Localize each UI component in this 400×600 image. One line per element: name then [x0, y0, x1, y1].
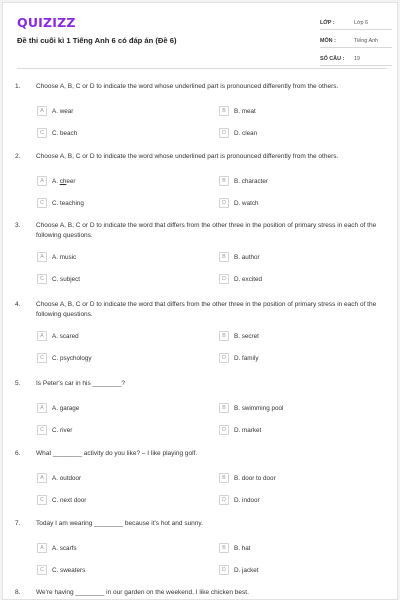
answer-option-d[interactable] [219, 565, 259, 575]
option-text [234, 276, 262, 283]
meta-value: Lớp 6 [354, 20, 369, 26]
question-number: 3. [15, 222, 21, 229]
option-letter-box[interactable]: B [219, 403, 229, 413]
option-word: wear [59, 107, 74, 115]
answer-option-b[interactable] [219, 331, 259, 341]
meta-value: 19 [354, 56, 360, 62]
option-word: watch [242, 199, 259, 207]
option-letter-box[interactable]: B [219, 106, 229, 116]
option-text [234, 254, 260, 261]
option-prefix: B. [234, 107, 242, 115]
option-text [234, 130, 257, 137]
question-number: 6. [15, 450, 21, 457]
question-number: 2. [15, 153, 21, 160]
meta-row-count [320, 53, 392, 66]
option-letter-box[interactable]: B [219, 543, 229, 553]
option-letter-box[interactable]: D [219, 425, 229, 435]
question-prompt [15, 379, 393, 389]
question-8 [15, 588, 393, 598]
question-prompt [15, 300, 393, 320]
answer-option-d[interactable] [219, 425, 261, 435]
answer-option-c[interactable] [37, 274, 80, 284]
option-prefix: C. [52, 275, 61, 283]
question-number: 4. [15, 301, 21, 308]
answer-option-c[interactable] [37, 495, 86, 505]
question-text: Is Peter's car in his ________? [36, 380, 126, 387]
option-letter-box[interactable]: C [37, 495, 47, 505]
question-number: 7. [15, 520, 21, 527]
option-prefix: C. [52, 129, 61, 137]
meta-label: SỐ CÂU : [320, 56, 345, 62]
option-text [234, 545, 250, 552]
option-letter-box[interactable]: D [219, 353, 229, 363]
option-word: eer [66, 177, 76, 185]
question-prompt [15, 519, 393, 529]
option-word: psychology [60, 354, 92, 362]
option-prefix: D. [234, 354, 243, 362]
option-prefix: B. [234, 332, 242, 340]
option-letter-box[interactable]: D [219, 565, 229, 575]
option-word: subject [60, 275, 80, 283]
question-5 [15, 379, 393, 434]
option-letter-box[interactable]: C [37, 274, 47, 284]
option-letter-box[interactable]: B [219, 176, 229, 186]
option-letter-box[interactable]: C [37, 198, 47, 208]
option-prefix: C. [52, 426, 61, 434]
option-text [234, 178, 268, 185]
question-prompt [15, 152, 393, 162]
answer-option-b[interactable] [219, 543, 250, 553]
option-letter-box[interactable]: A [37, 252, 47, 262]
option-prefix: A. [52, 404, 60, 412]
question-prompt [15, 588, 393, 598]
option-text [234, 200, 259, 207]
option-prefix: C. [52, 354, 61, 362]
answer-option-a[interactable] [37, 176, 75, 186]
option-text [52, 333, 79, 340]
option-word: jacket [242, 566, 259, 574]
option-letter-box[interactable]: C [37, 353, 47, 363]
question-prompt [15, 82, 393, 92]
option-letter-box[interactable]: A [37, 403, 47, 413]
option-word: scarfs [59, 544, 77, 552]
option-word: character [241, 177, 268, 185]
question-number: 1. [15, 83, 21, 90]
meta-row-subject [320, 35, 392, 48]
option-text [52, 355, 92, 362]
option-prefix: A. [52, 253, 60, 261]
answer-option-d[interactable] [219, 274, 262, 284]
option-letter-box[interactable]: A [37, 106, 47, 116]
answer-option-d[interactable] [219, 128, 257, 138]
option-text [234, 567, 259, 574]
question-number: 5. [15, 380, 21, 387]
option-letter-box[interactable]: D [219, 198, 229, 208]
option-word: secret [241, 332, 259, 340]
option-word: river [60, 426, 73, 434]
option-word: swimming pool [241, 404, 284, 412]
answer-option-c[interactable] [37, 353, 92, 363]
answer-option-c[interactable] [37, 425, 72, 435]
option-text [234, 108, 256, 115]
answer-option-c[interactable] [37, 128, 77, 138]
option-text [234, 475, 276, 482]
option-letter-box[interactable]: A [37, 473, 47, 483]
question-text: Choose A, B, C or D to indicate the word that differs from the other three in the position of primary stress in each of the following questions. [36, 222, 377, 239]
answer-option-d[interactable] [219, 198, 259, 208]
option-word: family [242, 354, 259, 362]
option-text [52, 475, 81, 482]
question-prompt [15, 449, 393, 459]
option-text [52, 497, 86, 504]
option-letter-box[interactable]: A [37, 331, 47, 341]
option-prefix: D. [234, 275, 243, 283]
answer-option-b[interactable] [219, 176, 268, 186]
option-prefix: B. [234, 177, 242, 185]
option-prefix: A. [52, 107, 60, 115]
question-text: Choose A, B, C or D to indicate the word whose underlined part is pronounced differently from the others. [36, 153, 339, 160]
question-text: We're having ________ in our garden on the weekend. I like chicken best. [36, 589, 249, 596]
answer-option-b[interactable] [219, 252, 260, 262]
option-word: beach [60, 129, 78, 137]
answer-option-a[interactable] [37, 252, 76, 262]
answer-option-a[interactable] [37, 106, 73, 116]
option-prefix: A. [52, 332, 60, 340]
option-text [52, 200, 84, 207]
option-word: clean [242, 129, 258, 137]
option-word: door to door [241, 474, 276, 482]
meta-label: LỚP : [320, 20, 335, 26]
option-word: garage [59, 404, 80, 412]
worksheet-page [2, 2, 398, 600]
question-text: Choose A, B, C or D to indicate the word whose underlined part is pronounced differently from the others. [36, 83, 339, 90]
option-prefix: C. [52, 199, 61, 207]
option-letter-box[interactable]: C [37, 565, 47, 575]
option-text [234, 497, 260, 504]
option-text [234, 355, 259, 362]
option-word: scared [59, 332, 79, 340]
option-word: author [241, 253, 260, 261]
option-letter-box[interactable]: B [219, 252, 229, 262]
option-word: next door [60, 496, 87, 504]
option-text [234, 333, 259, 340]
answer-option-a[interactable] [37, 403, 79, 413]
option-word: indoor [242, 496, 260, 504]
option-prefix: A. [52, 544, 60, 552]
meta-label: MÔN : [320, 38, 336, 44]
quizizz-logo: QUIZIZZ [17, 15, 76, 30]
meta-info [320, 17, 392, 71]
option-word: outdoor [59, 474, 82, 482]
option-prefix: B. [234, 404, 242, 412]
option-text [52, 108, 73, 115]
header-divider [17, 68, 387, 69]
option-word: meat [241, 107, 256, 115]
option-prefix: B. [234, 253, 242, 261]
option-prefix: C. [52, 566, 61, 574]
option-letter-box[interactable]: A [37, 543, 47, 553]
option-word: excited [242, 275, 262, 283]
question-number: 8. [15, 589, 21, 596]
answer-option-b[interactable] [219, 403, 283, 413]
answer-option-a[interactable] [37, 331, 79, 341]
meta-row-grade [320, 17, 392, 30]
option-text [52, 545, 77, 552]
option-text [52, 276, 80, 283]
option-text [52, 567, 85, 574]
option-prefix: D. [234, 496, 243, 504]
answer-option-a[interactable] [37, 543, 77, 553]
answer-option-b[interactable] [219, 473, 276, 483]
option-text [52, 405, 79, 412]
option-letter-box[interactable]: C [37, 425, 47, 435]
option-letter-box[interactable]: B [219, 473, 229, 483]
answer-option-d[interactable] [219, 353, 259, 363]
answer-option-a[interactable] [37, 473, 81, 483]
answer-option-c[interactable] [37, 198, 84, 208]
option-prefix: D. [234, 199, 243, 207]
option-prefix: D. [234, 129, 243, 137]
question-6 [15, 449, 393, 504]
question-text: Choose A, B, C or D to indicate the word that differs from the other three in the position of primary stress in each of the following questions. [36, 301, 377, 318]
option-word: sweaters [60, 566, 86, 574]
answer-option-c[interactable] [37, 565, 85, 575]
option-letter-box[interactable]: B [219, 331, 229, 341]
option-text [52, 130, 77, 137]
question-3 [15, 221, 393, 283]
question-text: Today I am wearing ________ because it's hot and sunny. [36, 520, 203, 527]
option-letter-box[interactable]: C [37, 128, 47, 138]
question-text: What ________ activity do you like? – I like playing golf. [36, 450, 198, 457]
option-word: market [242, 426, 262, 434]
question-2 [15, 152, 393, 207]
answer-option-d[interactable] [219, 495, 260, 505]
option-text [234, 405, 283, 412]
option-letter-box[interactable]: A [37, 176, 47, 186]
option-word: music [59, 253, 77, 261]
option-prefix: A. [52, 177, 60, 185]
option-word: hat [241, 544, 251, 552]
option-text [52, 254, 76, 261]
question-1 [15, 82, 393, 137]
option-prefix: B. [234, 544, 242, 552]
answer-option-b[interactable] [219, 106, 256, 116]
option-letter-box[interactable]: D [219, 274, 229, 284]
option-prefix: B. [234, 474, 242, 482]
question-4 [15, 300, 393, 362]
option-underlined: ch [59, 177, 67, 185]
option-prefix: C. [52, 496, 61, 504]
question-prompt [15, 221, 393, 241]
page-title: Đề thi cuối kì 1 Tiếng Anh 6 có đáp án (Đề 6) [17, 36, 177, 45]
option-text [52, 427, 72, 434]
option-letter-box[interactable]: D [219, 495, 229, 505]
option-letter-box[interactable]: D [219, 128, 229, 138]
option-prefix: D. [234, 426, 243, 434]
question-7 [15, 519, 393, 574]
option-prefix: D. [234, 566, 243, 574]
option-text [234, 427, 261, 434]
option-word: teaching [60, 199, 84, 207]
meta-value: Tiếng Anh [354, 38, 379, 44]
option-text [52, 178, 75, 185]
option-prefix: A. [52, 474, 60, 482]
